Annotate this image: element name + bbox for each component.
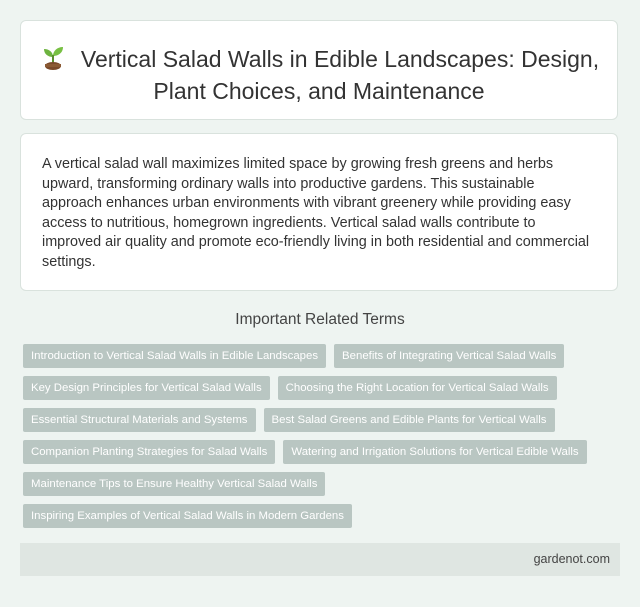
term-tag[interactable]: Maintenance Tips to Ensure Healthy Vertical Salad Walls [23, 472, 325, 496]
term-tag[interactable]: Best Salad Greens and Edible Plants for Vertical Walls [264, 408, 555, 432]
term-row [23, 440, 623, 464]
term-tag[interactable]: Key Design Principles for Vertical Salad Walls [23, 376, 270, 400]
term-tag[interactable]: Choosing the Right Location for Vertical Salad Walls [278, 376, 557, 400]
term-row [23, 504, 623, 528]
page-title [21, 43, 617, 107]
term-row [23, 408, 623, 432]
title-card [20, 20, 618, 120]
term-row [23, 376, 623, 400]
footer [20, 543, 620, 576]
term-row [23, 472, 623, 496]
footer-site-link[interactable]: gardenot.com [533, 552, 610, 566]
term-tag[interactable]: Companion Planting Strategies for Salad Walls [23, 440, 275, 464]
related-terms-heading: Important Related Terms [235, 311, 405, 328]
page-title-text: Vertical Salad Walls in Edible Landscapes: Design, Plant Choices, and Maintenance [80, 46, 600, 104]
term-tag[interactable]: Benefits of Integrating Vertical Salad Walls [334, 344, 564, 368]
term-tag[interactable]: Essential Structural Materials and Systems [23, 408, 256, 432]
sprout-icon [39, 43, 67, 71]
description-text: A vertical salad wall maximizes limited space by growing fresh greens and herbs upward, transforming ordinary walls into productive gardens. This sustainable approach enhances urban environments with vibrant greenery while providing easy access to nutritious, homegrown ingredients. Vertical salad walls contribute to improved air quality and promote eco-friendly living in both residential and commercial settings. [42, 156, 590, 270]
term-tag[interactable]: Watering and Irrigation Solutions for Vertical Edible Walls [283, 440, 586, 464]
term-tag[interactable]: Introduction to Vertical Salad Walls in Edible Landscapes [23, 344, 326, 368]
term-row [23, 344, 623, 368]
description-card [20, 133, 618, 291]
related-terms-list [23, 344, 623, 536]
term-tag[interactable]: Inspiring Examples of Vertical Salad Walls in Modern Gardens [23, 504, 352, 528]
